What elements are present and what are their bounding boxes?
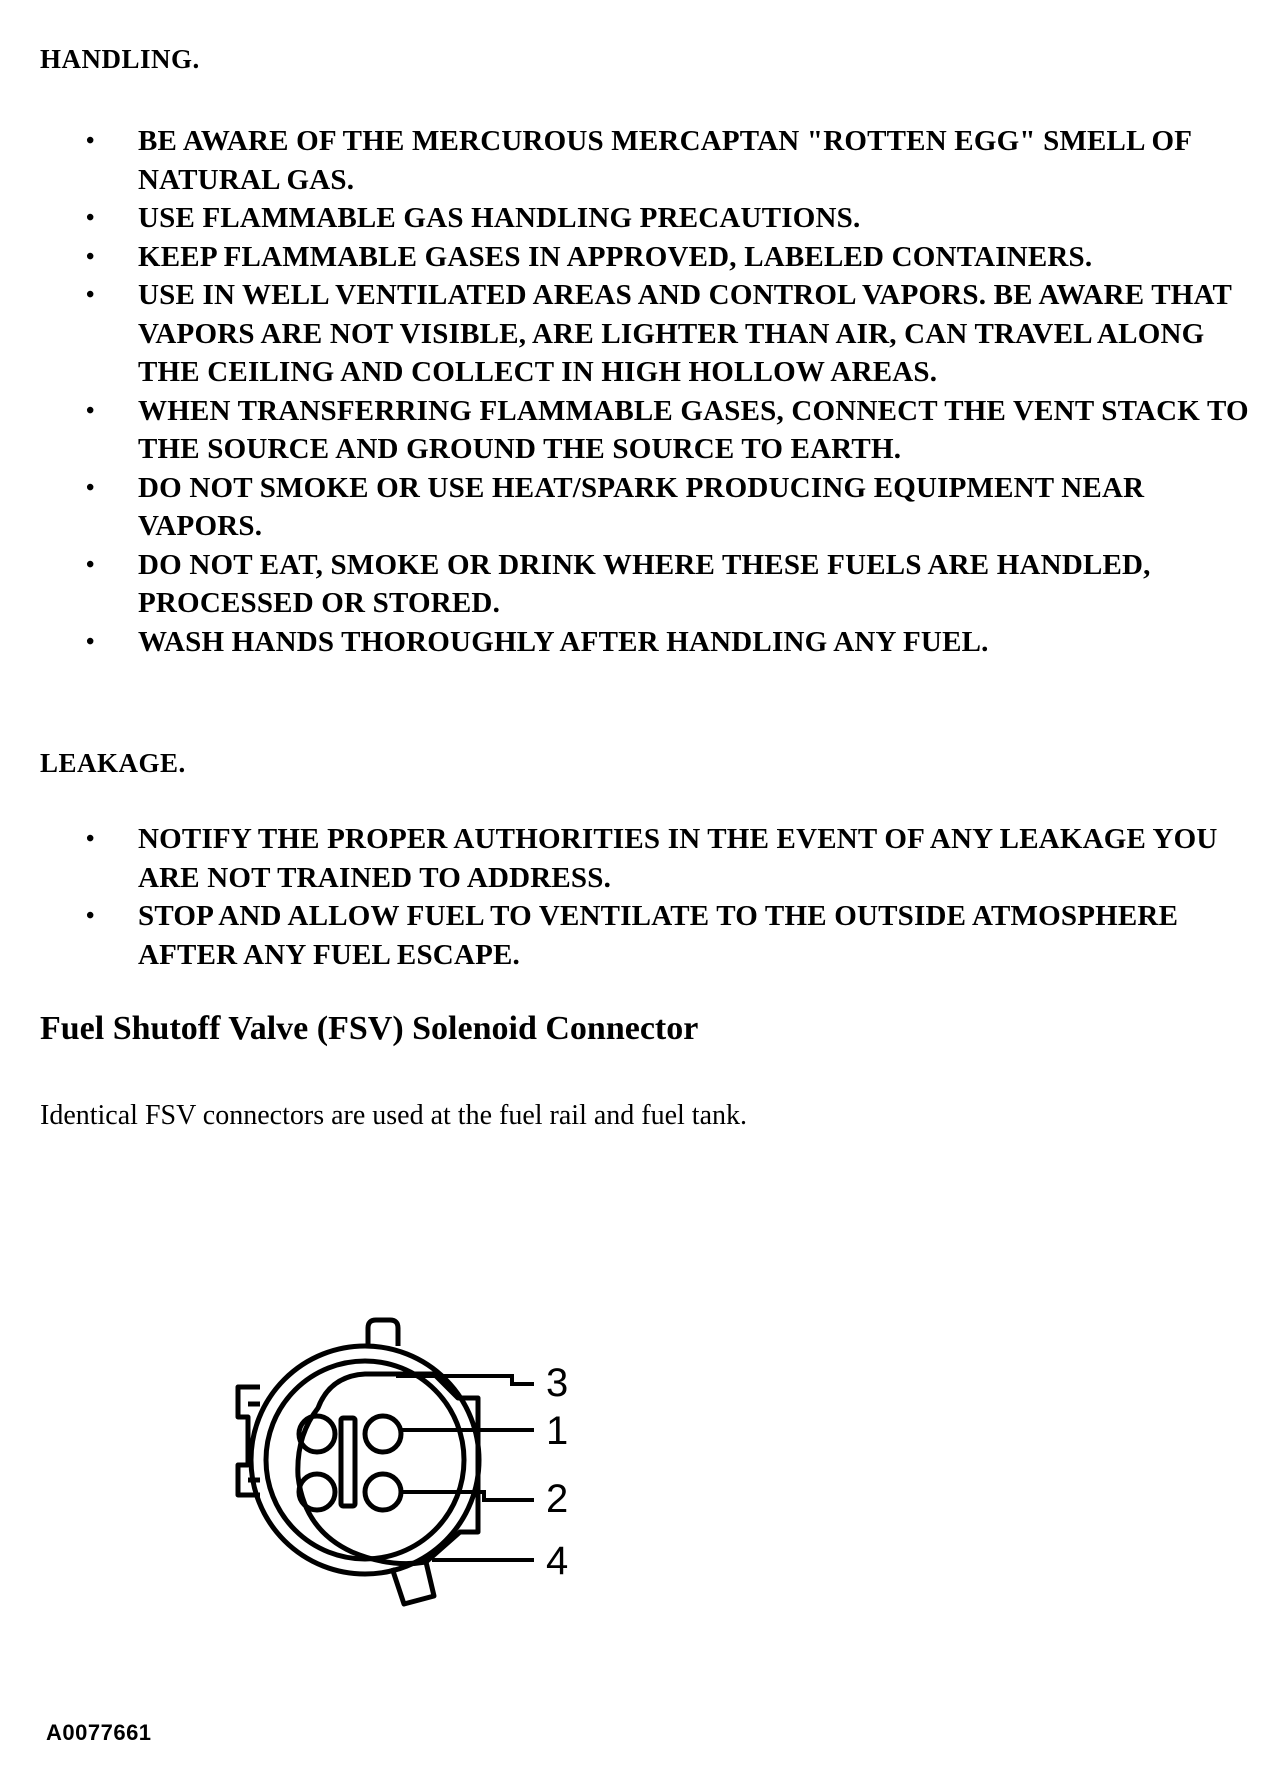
handling-item (0, 623, 1260, 662)
handling-item (0, 238, 1260, 277)
pin-label-3: 3 (546, 1361, 569, 1405)
bullet-icon: • (86, 628, 95, 655)
handling-item-text: BE AWARE OF THE MERCUROUS MERCAPTAN "ROTTEN EGG" SMELL OF NATURAL GAS. (138, 125, 1192, 196)
bullet-icon: • (86, 282, 95, 308)
leakage-item (0, 820, 1260, 897)
leakage-heading: LEAKAGE. (40, 748, 186, 778)
handling-item-text: DO NOT EAT, SMOKE OR DRINK WHERE THESE FUELS ARE HANDLED, PROCESSED OR STORED. (138, 548, 1151, 619)
leakage-item (0, 897, 1260, 974)
handling-item (0, 469, 1260, 546)
connector-diagram (200, 1300, 720, 1640)
bullet-icon: • (86, 826, 95, 852)
handling-heading: HANDLING. (40, 44, 200, 74)
handling-item-text: USE IN WELL VENTILATED AREAS AND CONTROL VAPORS. BE AWARE THAT VAPORS ARE NOT VISIBLE, ARE LIGHTER THAN AIR, CAN TRAVEL ALONG THE CEILING AND COLLECT IN HIGH HOLLOW AREAS. (138, 279, 1232, 388)
handling-item (0, 199, 1260, 238)
pin-label-4: 4 (546, 1539, 569, 1583)
handling-item (0, 122, 1260, 199)
handling-item-text: DO NOT SMOKE OR USE HEAT/SPARK PRODUCING EQUIPMENT NEAR VAPORS. (138, 471, 1145, 542)
handling-item (0, 546, 1260, 623)
pin-label-2: 2 (546, 1477, 569, 1521)
leakage-list (0, 820, 1260, 974)
bullet-icon: • (86, 551, 95, 578)
handling-item (0, 276, 1260, 392)
handling-list (0, 122, 1260, 661)
handling-item-text: WHEN TRANSFERRING FLAMMABLE GASES, CONNECT THE VENT STACK TO THE SOURCE AND GROUND THE SOURCE TO EARTH. (138, 394, 1249, 465)
bullet-icon: • (86, 128, 95, 154)
leakage-item-text: STOP AND ALLOW FUEL TO VENTILATE TO THE OUTSIDE ATMOSPHERE AFTER ANY FUEL ESCAPE. (138, 900, 1179, 971)
section-title: Fuel Shutoff Valve (FSV) Solenoid Connector (40, 1010, 699, 1047)
connector-drawing (200, 1300, 720, 1640)
bullet-icon: • (86, 243, 95, 270)
handling-item-text: KEEP FLAMMABLE GASES IN APPROVED, LABELED CONTAINERS. (138, 240, 1093, 273)
bullet-icon: • (86, 903, 95, 929)
handling-item (0, 392, 1260, 469)
figure-id: A0077661 (46, 1720, 152, 1745)
pin-label-1: 1 (546, 1409, 569, 1453)
section-intro: Identical FSV connectors are used at the fuel rail and fuel tank. (40, 1100, 748, 1131)
leakage-item-text: NOTIFY THE PROPER AUTHORITIES IN THE EVENT OF ANY LEAKAGE YOU ARE NOT TRAINED TO ADDRESS. (138, 823, 1218, 894)
handling-item-text: WASH HANDS THOROUGHLY AFTER HANDLING ANY FUEL. (138, 625, 989, 658)
bullet-icon: • (86, 205, 95, 231)
bullet-icon: • (86, 474, 95, 501)
handling-item-text: USE FLAMMABLE GAS HANDLING PRECAUTIONS. (138, 202, 861, 234)
bullet-icon: • (86, 397, 95, 424)
